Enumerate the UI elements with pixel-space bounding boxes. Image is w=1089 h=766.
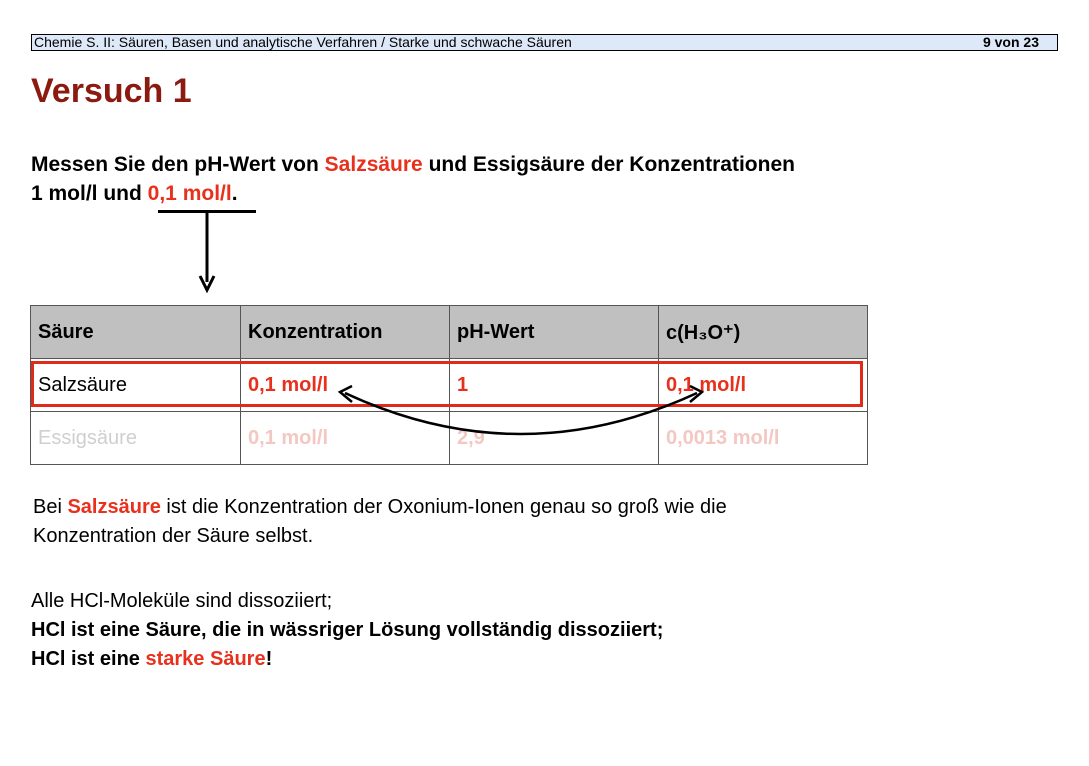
- task-part2: und Essigsäure der Konzentrationen: [422, 153, 795, 176]
- page-number: 9 von 23: [982, 34, 1039, 50]
- table-row: [31, 412, 868, 465]
- cell-h3o: 0,1 mol/l: [659, 359, 868, 412]
- task-concentration: 0,1 mol/l: [147, 182, 232, 205]
- header-ph: pH-Wert: [450, 306, 659, 359]
- expl-part3: Konzentration der Säure selbst.: [33, 525, 314, 547]
- header-title: Chemie S. II: Säuren, Basen und analytische Verfahren / Starke und schwache Säuren: [34, 34, 572, 50]
- expl-part2: ist die Konzentration der Oxonium-Ionen genau so groß wie die: [160, 496, 727, 518]
- cell-concentration: 0,1 mol/l: [241, 412, 450, 465]
- expl-hcl: Salzsäure: [67, 496, 161, 518]
- page-title: Versuch 1: [31, 72, 192, 110]
- cell-acid: Essigsäure: [31, 412, 241, 465]
- header-saeure: Säure: [31, 306, 241, 359]
- task-hcl: Salzsäure: [324, 153, 423, 176]
- page-header: [31, 34, 1058, 51]
- header-konzentration: Konzentration: [241, 306, 450, 359]
- conclusion-line2: HCl ist eine Säure, die in wässriger Lösung vollständig dissoziiert;: [31, 619, 664, 641]
- table-header-row: [31, 306, 868, 359]
- cell-concentration: 0,1 mol/l: [241, 359, 450, 412]
- conclusion-text: [31, 587, 663, 674]
- table-row: [31, 359, 868, 412]
- expl-part1: Bei: [33, 496, 68, 518]
- conclusion-strong-acid: starke Säure: [145, 648, 266, 670]
- conclusion-line1: Alle HCl-Moleküle sind dissoziiert;: [31, 590, 333, 612]
- cell-acid: Salzsäure: [31, 359, 241, 412]
- header-h3o: c(H₃O⁺): [659, 306, 868, 359]
- arrow-down-icon: [198, 212, 216, 294]
- explanation-text: [33, 493, 727, 551]
- cell-h3o: 0,0013 mol/l: [659, 412, 868, 465]
- conclusion-line3a: HCl ist eine: [31, 648, 146, 670]
- task-part4: .: [231, 182, 238, 205]
- results-table: [30, 305, 868, 465]
- cell-ph: 2,9: [450, 412, 659, 465]
- task-part3: 1 mol/l und: [31, 182, 148, 205]
- task-text: [31, 150, 795, 208]
- conclusion-line3c: !: [265, 648, 273, 670]
- task-part1: Messen Sie den pH-Wert von: [31, 153, 325, 176]
- cell-ph: 1: [450, 359, 659, 412]
